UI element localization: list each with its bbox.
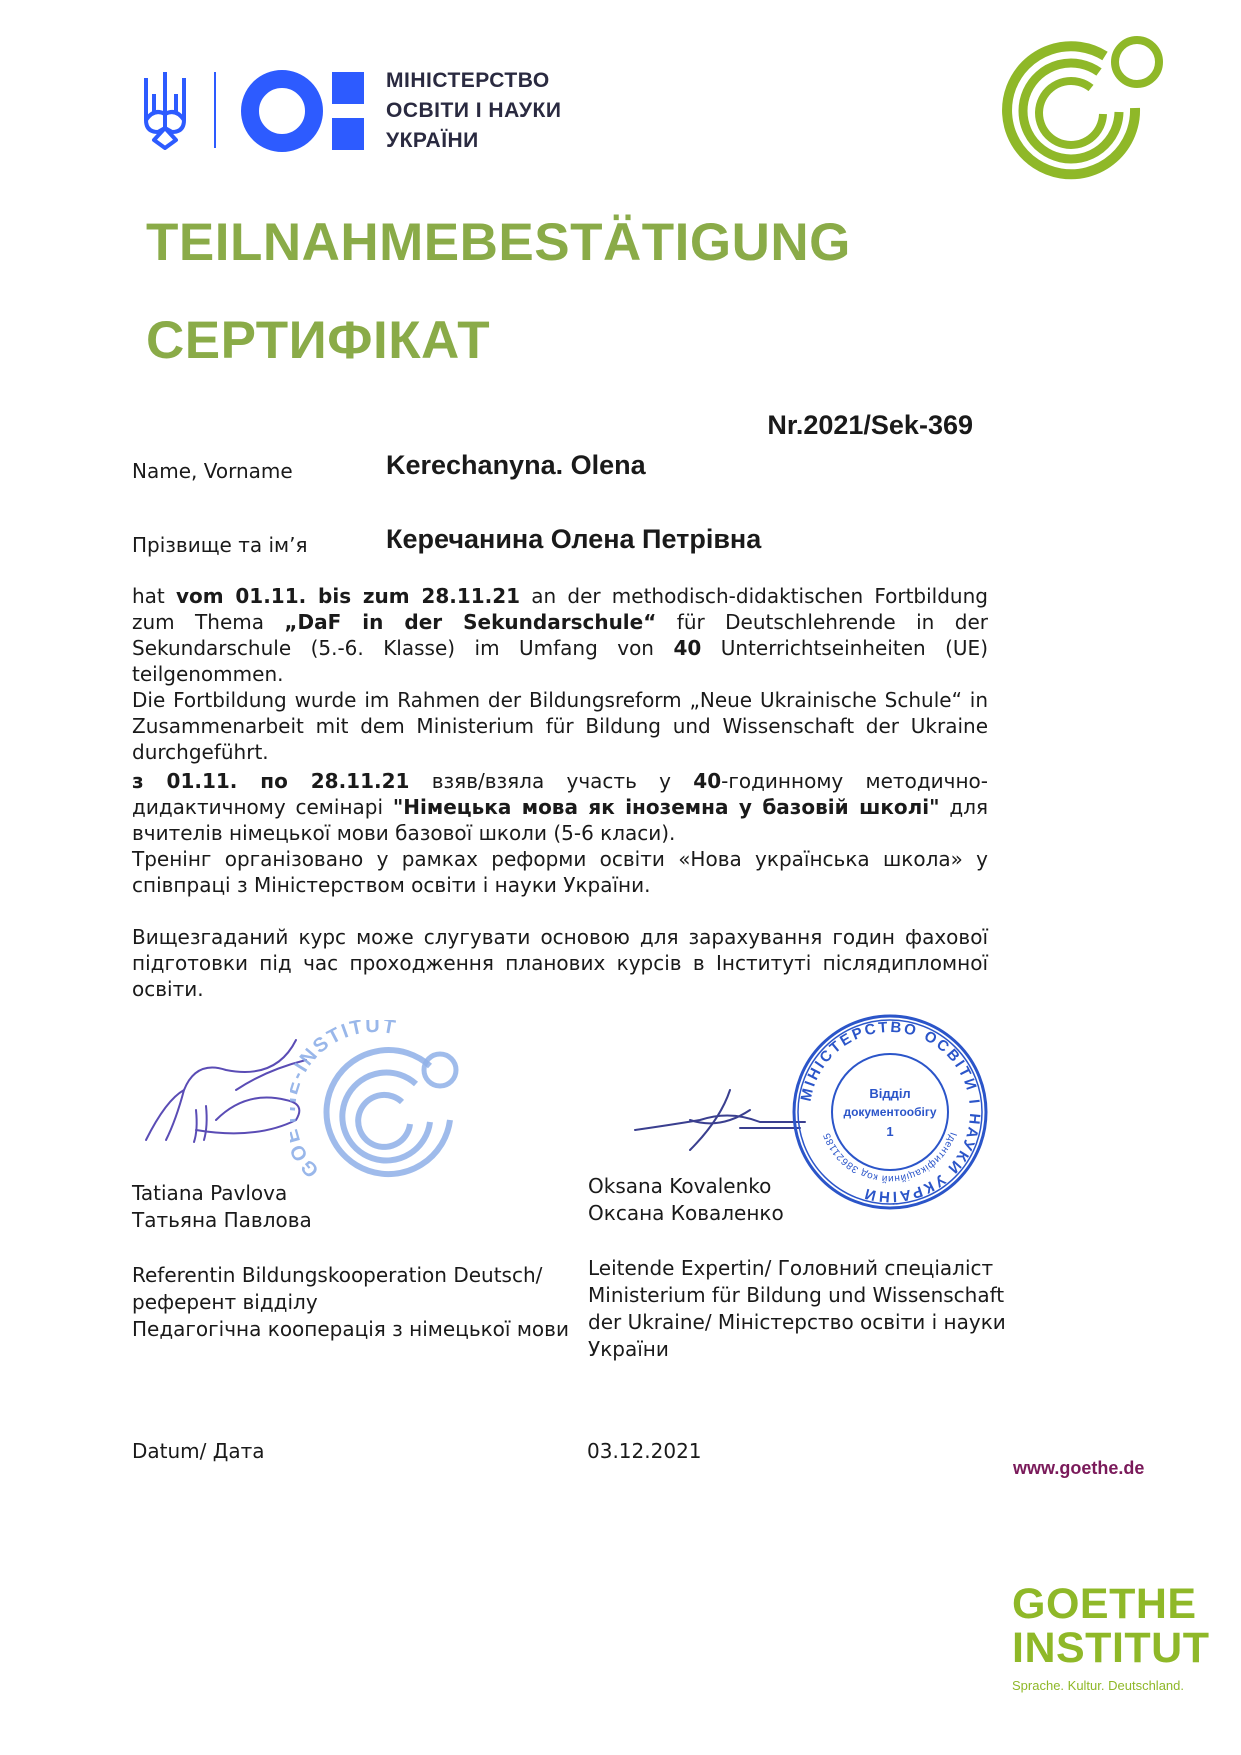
signer-left-name-de: Tatiana Pavlova — [132, 1181, 288, 1205]
german-paragraph-2: Die Fortbildung wurde im Rahmen der Bildungsreform „Neue Ukrainische Schule“ in Zusammenarbeit mit dem Ministerium für Bildung und Wissenschaft der Ukraine durchgeführt. — [132, 688, 988, 764]
ministry-stamp-center-2: документообігу — [843, 1105, 937, 1119]
logo-divider — [214, 72, 216, 148]
signer-left-name-ua: Татьяна Павлова — [132, 1208, 312, 1232]
ministry-name-line3: УКРАЇНИ — [386, 129, 479, 152]
goethe-tagline: Sprache. Kultur. Deutschland. — [1012, 1678, 1184, 1693]
de-p1-hours: 40 — [673, 636, 702, 660]
date-label: Datum/ Дата — [132, 1439, 265, 1463]
signer-right-name-ua: Оксана Коваленко — [588, 1201, 784, 1225]
ua-p1-hours: 40 — [693, 769, 722, 793]
ua-p1-a: взяв/взяла участь у — [409, 769, 694, 793]
text-german — [132, 583, 988, 765]
goethe-brand-line2: INSTITUT — [1012, 1624, 1210, 1672]
title-german: TEILNAHMEBESTÄTIGUNG — [146, 213, 851, 272]
de-p1-a: hat — [132, 584, 176, 608]
website-link[interactable]: www.goethe.de — [1013, 1458, 1145, 1478]
ministry-stamp-ring-text: МІНІСТЕРСТВО ОСВІТИ І НАУКИ УКРАЇНИ — [797, 1018, 984, 1206]
text-ukrainian — [132, 768, 988, 1002]
signature-right — [630, 1080, 810, 1160]
certificate-number: Nr.2021/Sek-369 — [767, 410, 973, 440]
name-label-ua: Прізвище та ім’я — [132, 533, 308, 557]
ukrainian-paragraph-2: Тренінг організовано у рамках реформи освіти «Нова українська школа» у співпраці з Міністерством освіти і науки України. — [132, 847, 988, 897]
signature-left — [136, 1030, 316, 1150]
de-p1-d: Unterrichtseinheiten (UE) teilgenommen. — [132, 636, 988, 686]
goethe-stamp-text: G INSTITUT — [290, 1020, 399, 1182]
ministry-logo-mark — [240, 66, 370, 156]
ministry-name-line1: МІНІСТЕРСТВО — [386, 69, 550, 92]
name-value-ua: Керечанина Олена Петрівна — [386, 524, 762, 554]
ua-p1-topic: "Німецька мова як іноземна у базовій школі" — [392, 795, 940, 819]
goethe-institut-stamp — [290, 1020, 470, 1200]
goethe-logo-circles — [995, 28, 1171, 200]
goethe-brand-line1: GOETHE — [1012, 1580, 1197, 1628]
de-p1-b: an der methodisch-didaktischen Fortbildung zum Thema — [132, 584, 988, 634]
signer-left-role-3: Педагогічна кооперація з німецької мови — [132, 1317, 569, 1341]
name-label-de: Name, Vorname — [132, 459, 293, 483]
ministry-name — [386, 66, 561, 156]
title-ukrainian: СЕРТИФІКАТ — [146, 311, 491, 370]
signer-right-role-3: der Ukraine/ Міністерство освіти і науки — [588, 1310, 1006, 1334]
signer-right-role-2: Ministerium für Bildung und Wissenschaft — [588, 1283, 1005, 1307]
ua-p1-b: -годинному методично-дидактичному семінарі — [132, 769, 988, 819]
signer-right-role-1: Leitende Expertin/ Головний спеціаліст — [588, 1256, 994, 1280]
signer-left-role-1: Referentin Bildungskooperation Deutsch/ — [132, 1263, 543, 1287]
signer-right-role-4: України — [588, 1337, 669, 1361]
ministry-stamp-center-3: 1 — [886, 1124, 894, 1139]
ministry-name-line2: ОСВІТИ І НАУКИ — [386, 99, 562, 122]
ukrainian-paragraph-3: Вищезгаданий курс може слугувати основою для зарахування годин фахової підготовки під час проходження планових курсів в Інституті післядипломної освіти. — [132, 925, 988, 1001]
date-value: 03.12.2021 — [587, 1439, 702, 1463]
german-paragraph-1 — [132, 583, 988, 687]
de-p1-c: für Deutschlehrende in der Sekundarschule (5.-6. Klasse) im Umfang von — [132, 610, 988, 660]
ukraine-trident-logo — [140, 68, 190, 152]
ukrainian-paragraph-1 — [132, 768, 988, 846]
name-value-de: Kerechanyna. Olena — [386, 450, 646, 480]
ua-p1-dates: з 01.11. по 28.11.21 — [132, 769, 410, 793]
ministry-stamp-center-1: Відділ — [869, 1086, 911, 1101]
signer-left-role-2: референт відділу — [132, 1290, 318, 1314]
ministry-round-stamp — [790, 1012, 990, 1212]
ua-p1-c: для вчителів німецької мови базової школи (5-6 класи). — [132, 795, 989, 845]
signer-right-name-de: Oksana Kovalenko — [588, 1174, 772, 1198]
ministry-stamp-inner-text: Ідентифікаційний код 38621185 — [821, 1130, 959, 1185]
de-p1-dates: vom 01.11. bis zum 28.11.21 — [175, 584, 521, 608]
de-p1-topic: „DaF in der Sekundarschule“ — [284, 610, 657, 634]
